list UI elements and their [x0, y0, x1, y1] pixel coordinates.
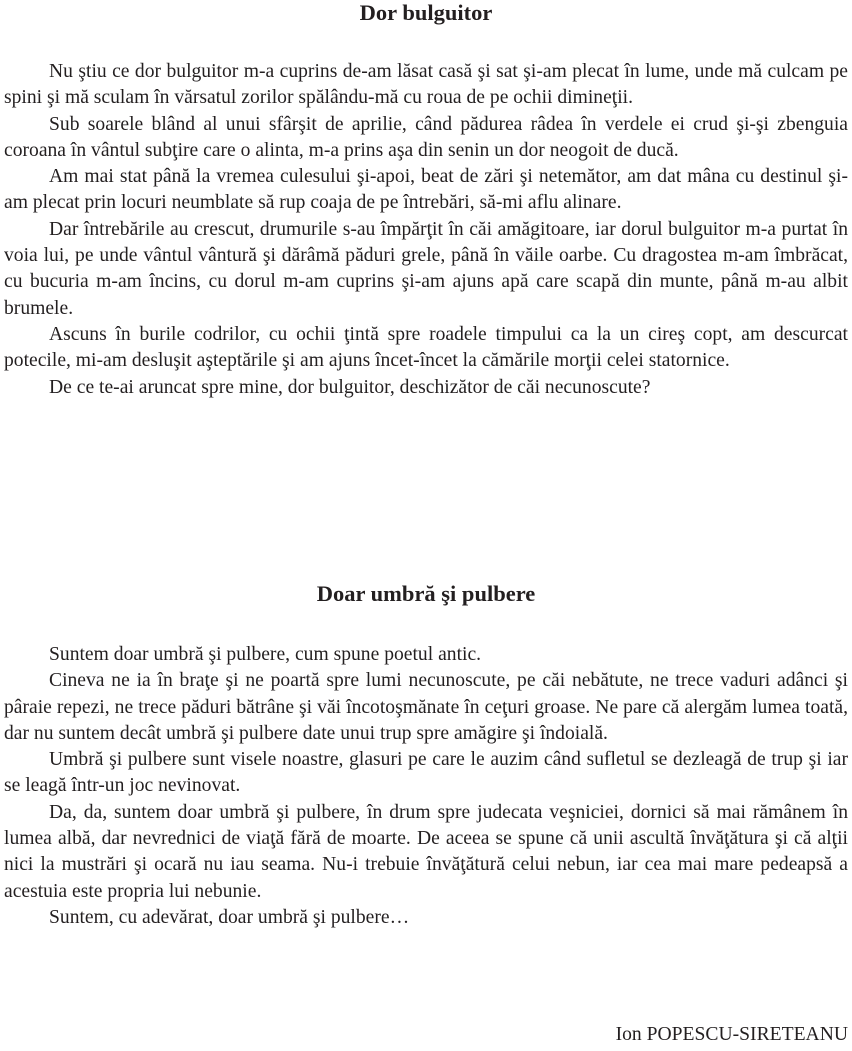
- section-2-title: Doar umbră şi pulbere: [316, 581, 536, 606]
- paragraph: Suntem doar umbră şi pulbere, cum spune poetul antic.: [49, 644, 482, 665]
- section-1-title: Dor bulguitor: [359, 0, 493, 25]
- paragraph: Da, da, suntem doar umbră şi pulbere, în drum spre judecata veşniciei, dornici să mai rămânem în lumea albă, dar nevrednici de viaţă fără de moarte. De aceea se spune că unii ascultă învăţătura şi că alţii nici la mustrări şi ocară nu iau seama. Nu-i trebuie învăţătură celui nebun, iar cea mai mare pedeapsă a acestuia este propria lui nebunie.: [4, 801, 848, 902]
- paragraph: Suntem, cu adevărat, doar umbră şi pulbere…: [49, 906, 410, 928]
- section-1-body: [4, 59, 848, 401]
- paragraph: Ascuns în burile codrilor, cu ochii ţintă spre roadele timpului ca la un cireş copt, am descurcat potecile, mi-am desluşit aşteptările şi am ajuns încet-încet la cămările morţii celei statornice.: [4, 323, 848, 372]
- paragraph: Cineva ne ia în braţe şi ne poartă spre lumi necunoscute, pe căi nebătute, ne trece vaduri adânci şi pâraie repezi, ne trece păduri bătrâne şi văi încotoşmănate în ceţuri groase. Ne pare că alergăm lumea toată, dar nu suntem decât umbră şi pulbere date unui trup spre amăgire şi îndoială.: [4, 670, 848, 744]
- author-signature: Ion POPESCU-SIRETEANU: [615, 1024, 848, 1045]
- paragraph: Am mai stat până la vremea culesului şi-apoi, beat de zări şi netemător, am dat mâna cu destinul şi-am plecat prin locuri neumblate să rup coaja de pe întrebări, să-mi aflu alinare.: [4, 166, 848, 214]
- paragraph: De ce te-ai aruncat spre mine, dor bulguitor, deschizător de căi necunoscute?: [49, 376, 651, 398]
- paragraph: Nu ştiu ce dor bulguitor m-a cuprins de-am lăsat casă şi sat şi-am plecat în lume, unde mă culcam pe spini şi mă sculam în vărsatul zorilor spălându-mă cu roua de pe ochii dimineţii.: [4, 61, 848, 109]
- paragraph: Umbră şi pulbere sunt visele noastre, glasuri pe care le auzim când sufletul se dezleagă de trup şi iar se leagă într-un joc nevinovat.: [4, 749, 848, 797]
- paragraph: Sub soarele blând al unui sfârşit de aprilie, când pădurea râdea în verdele ei crud şi-şi zbenguia coroana în vântul subţire care o alinta, m-a prins aşa din senin un dor neogoit de ducă.: [4, 113, 848, 161]
- section-2-body: [4, 642, 848, 931]
- paragraph: Dar întrebările au crescut, drumurile s-au împărţit în căi amăgitoare, iar dorul bulguitor m-a purtat în voia lui, pe unde vântul vântură şi dărâmă păduri grele, până în văile oarbe. Cu dragostea m-am îmbrăcat, cu bucuria m-am încins, cu dorul m-am cuprins şi-am ajuns apă care scapă din munte, până m-au albit brumele.: [4, 218, 848, 319]
